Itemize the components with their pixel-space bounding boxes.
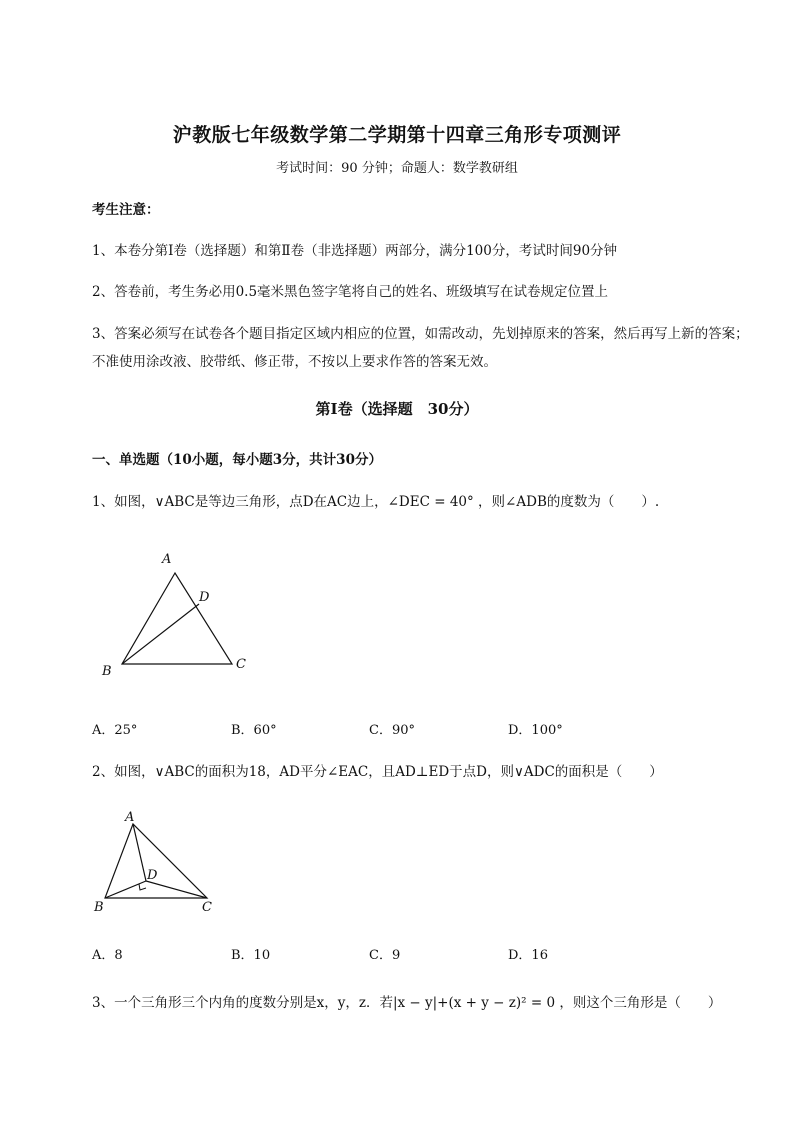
notice-item-1: 1、本卷分第Ⅰ卷（选择题）和第Ⅱ卷（非选择题）两部分，满分100分，考试时间90分钟 — [92, 243, 618, 259]
section-subheading: 一、单选题（10小题，每小题3分，共计30分） — [92, 452, 382, 468]
question-1-text: 1、如图，∨ABC是等边三角形，点D在AC边上，∠DEC = 40° ，则∠ADB的度数为（ ）. — [92, 494, 660, 510]
notice-item-3: 3、答案必须写在试卷各个题目指定区域内相应的位置，如需改动，先划掉原来的答案，然后再写上新的答案；不准使用涂改液、胶带纸、修正带，不按以上要求作答的答案无效。 — [92, 326, 749, 370]
label-d: D — [147, 868, 158, 883]
notice-heading: 考生注意： — [92, 202, 160, 218]
notice-item-2: 2、答卷前，考生务必用0.5毫米黑色签字笔将自己的姓名、班级填写在试卷规定位置上 — [92, 284, 609, 300]
right-angle-mark — [139, 884, 146, 890]
question-1-option-c[interactable]: C．90° — [369, 723, 415, 738]
triangle-abc — [122, 573, 232, 664]
segment-ad — [133, 824, 146, 881]
question-3-text: 3、一个三角形三个内角的度数分别是x，y，z．若|x − y|+(x + y − z)² = 0 ，则这个三角形是（ ） — [92, 995, 722, 1011]
label-a: A — [125, 810, 135, 825]
question-2-option-a[interactable]: A．8 — [92, 948, 123, 963]
page-subtitle: 考试时间：90 分钟；命题人：数学教研组 — [276, 161, 518, 176]
label-b: B — [94, 900, 104, 915]
question-2-option-d[interactable]: D．16 — [508, 948, 548, 963]
question-2-option-c[interactable]: C．9 — [369, 948, 401, 963]
segment-bd — [122, 604, 199, 664]
question-2-option-b[interactable]: B．10 — [231, 948, 271, 963]
triangle-abc — [105, 824, 207, 898]
question-1-option-d[interactable]: D．100° — [508, 723, 563, 738]
question-2-figure — [88, 805, 228, 920]
question-1-figure — [90, 540, 270, 685]
label-a: A — [162, 552, 172, 567]
section-title: 第Ⅰ卷（选择题 30分） — [315, 400, 479, 418]
question-1-option-a[interactable]: A．25° — [92, 723, 138, 738]
page-title: 沪教版七年级数学第二学期第十四章三角形专项测评 — [172, 124, 622, 146]
label-b: B — [102, 664, 112, 679]
label-c: C — [236, 657, 246, 672]
question-2-text: 2、如图，∨ABC的面积为18，AD平分∠EAC，且AD⊥ED于点D，则∨ADC的面积是（ ） — [92, 764, 663, 780]
question-1-option-b[interactable]: B．60° — [231, 723, 277, 738]
label-d: D — [199, 590, 210, 605]
label-c: C — [202, 900, 212, 915]
